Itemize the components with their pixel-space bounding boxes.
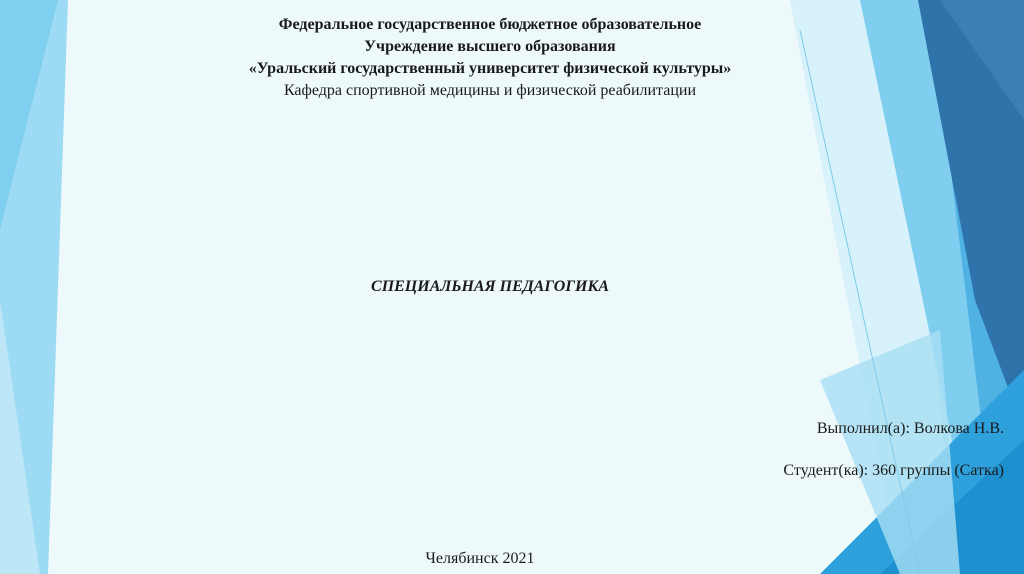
right-sliver	[820, 330, 960, 574]
presentation-title: СПЕЦИАЛЬНАЯ ПЕДАГОГИКА	[371, 278, 609, 295]
institution-header	[150, 14, 830, 102]
header-line-4: Кафедра спортивной медицины и физической реабилитации	[283, 82, 697, 99]
header-line-3: «Уральский государственный университет физической культуры»	[248, 60, 732, 77]
performed-by: Выполнил(а): Волкова Н.В.	[816, 420, 1004, 437]
header-line-1: Федеральное государственное бюджетное образовательное	[278, 16, 702, 33]
student-group: Студент(ка): 360 группы (Сатка)	[783, 462, 1004, 479]
header-line-2: Учреждение высшего образования	[364, 38, 616, 55]
city-year: Челябинск 2021	[425, 550, 535, 567]
